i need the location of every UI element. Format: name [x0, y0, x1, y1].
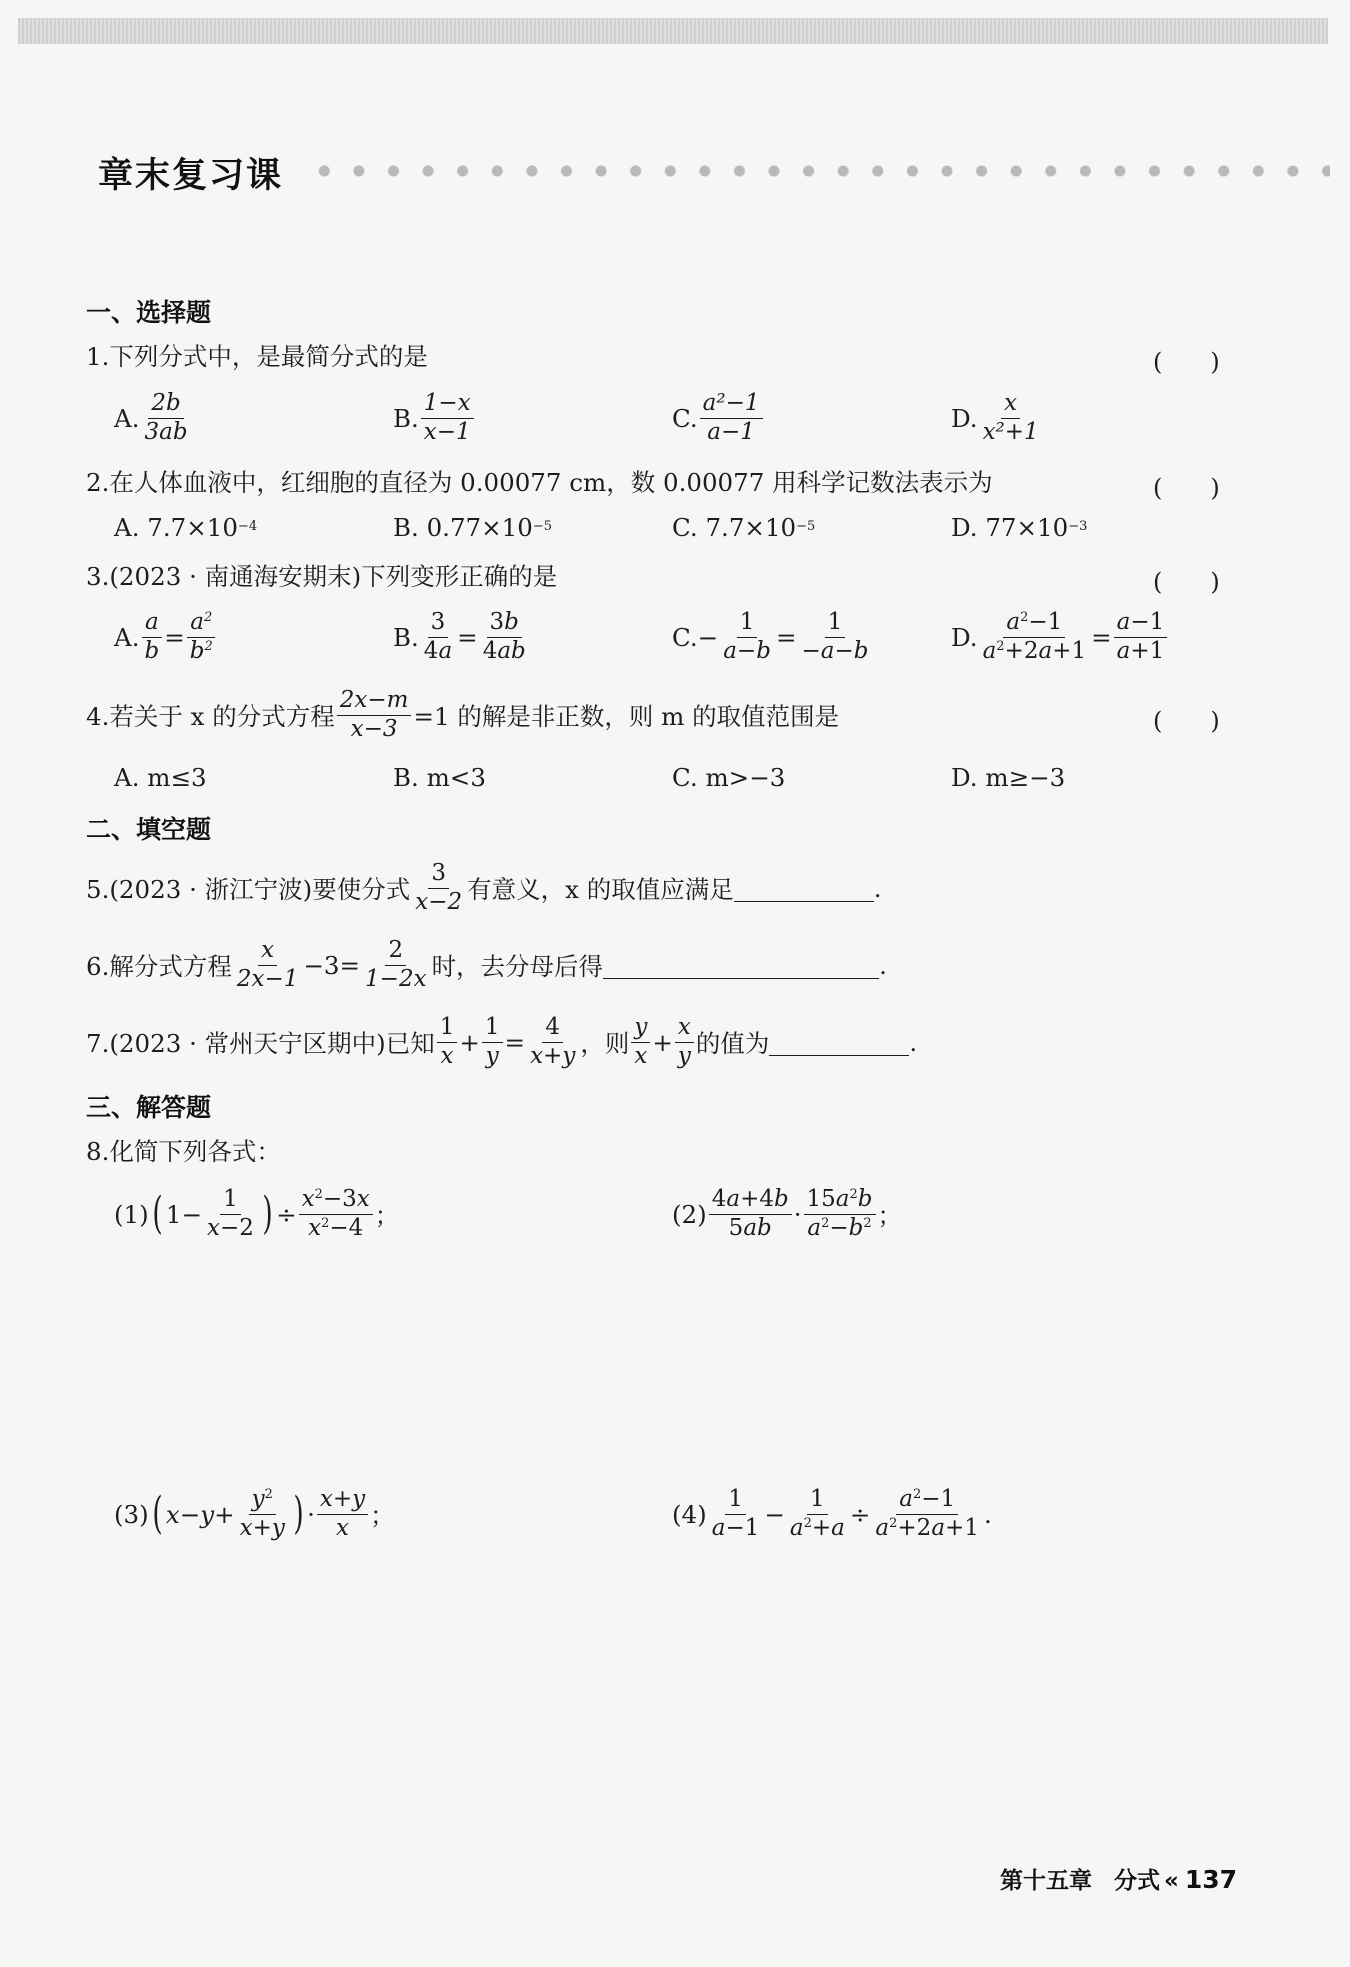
q2-option-b: B. 0.77×10 −5: [393, 512, 553, 542]
page-number: 137: [1184, 1865, 1238, 1894]
q6-answer-blank[interactable]: [603, 952, 879, 979]
q4-option-a: A. m≤3: [114, 762, 207, 792]
q4-option-b: B. m<3: [393, 762, 486, 792]
q1-stem: 1.下列分式中，是最简分式的是: [86, 341, 428, 371]
section-choice-heading: 一、选择题: [86, 298, 212, 327]
q8-stem: 8.化简下列各式：: [86, 1136, 281, 1166]
q4-answer-paren: ( ): [1153, 707, 1220, 735]
q5-answer-blank[interactable]: [734, 875, 874, 902]
q3-option-a: A. $\frac{a}{b}$ = $\frac{a^2}{b^2}$: [114, 608, 218, 666]
section-answer-heading: 三、解答题: [86, 1093, 212, 1122]
chevron-left-icon: «: [1164, 1868, 1179, 1894]
q2-answer-paren: ( ): [1153, 474, 1220, 502]
footer-chapter: 第十五章: [1000, 1868, 1092, 1894]
q3-answer-paren: ( ): [1153, 568, 1220, 596]
q1-answer-paren: ( ): [1153, 348, 1220, 376]
q3-option-c: C. − $\frac{1}{a-b}$ = $\frac{1}{-a-b}$: [672, 608, 869, 664]
footer-topic: 分式: [1114, 1868, 1160, 1894]
q8-part-3: (3) ( x − y + $\frac{y^2}{x+y}$ ) · $\frac{x+y}{x}$ ；: [114, 1485, 395, 1541]
q1-option-a: A. $\frac{2b}{3ab}$: [114, 389, 188, 445]
q7-stem: 7.(2023 · 常州天宁区期中)已知 $\frac{1}{x}$ + $\frac{1}{y}$ = $\frac{4}{x+y}$ ，则 $\frac{y}{x}$ + $\frac{x}{y}$ 的值为 .: [86, 1013, 918, 1069]
title-dot-divider: [307, 164, 1330, 178]
q4-option-d: D. m≥−3: [951, 762, 1066, 792]
q8-part-4: (4) $\frac{1}{a-1}$ − $\frac{1}{a^2+a}$ ÷ $\frac{a^2-1}{a^2+2a+1}$ .: [672, 1485, 992, 1541]
q3-stem: 3.(2023 · 南通海安期末)下列变形正确的是: [86, 561, 558, 591]
section-fill-heading: 二、填空题: [86, 815, 212, 844]
page-title: 章末复习课: [98, 156, 284, 196]
q3-option-d: D. $\frac{a^2-1}{a^2+2a+1}$ = $\frac{a-1}{a+1}$: [951, 608, 1169, 666]
q2-option-c: C. 7.7×10 −5: [672, 512, 816, 542]
q1-option-d: D. $\frac{x}{\text{x²+1}}$: [951, 389, 1039, 445]
q2-stem: 2.在人体血液中，红细胞的直径为 0.00077 cm，数 0.00077 用科学记数法表示为: [86, 467, 993, 497]
q2-option-a: A. 7.7×10 −4: [114, 512, 258, 542]
q5-stem: 5.(2023 · 浙江宁波)要使分式 $\frac{3}{x-2}$ 有意义，x 的取值应满足 .: [86, 859, 882, 915]
q7-answer-blank[interactable]: [769, 1029, 909, 1056]
q1-option-c: C. $\frac{\text{a²−1}}{a-1}$: [672, 389, 765, 447]
q4-option-c: C. m>−3: [672, 762, 786, 792]
q8-part-2: (2) $\frac{4a+4b}{5ab}$ · $\frac{15a^2b}{a^2-b^2}$ ；: [672, 1185, 903, 1241]
q2-option-d: D. 77×10 −3: [951, 512, 1088, 542]
q6-stem: 6.解分式方程 $\frac{x}{2x-1}$ −3= $\frac{2}{1-2x}$ 时，去分母后得 .: [86, 936, 887, 992]
q1-option-b: B. $\frac{1-x}{x-1}$: [393, 389, 476, 447]
top-decorative-band: [18, 18, 1328, 44]
q4-stem: 4.若关于 x 的分式方程 $\frac{2x-m}{x-3}$ =1 的解是非正数，则 m 的取值范围是: [86, 686, 840, 742]
page-footer: [1000, 1862, 1237, 1895]
q3-option-b: B. $\frac{3}{4a}$ = $\frac{3b}{4ab}$: [393, 608, 526, 664]
q8-part-1: (1) ( 1− $\frac{1}{x-2}$ ) ÷ $\frac{x^2-3x}{x^2-4}$ ；: [114, 1185, 400, 1241]
